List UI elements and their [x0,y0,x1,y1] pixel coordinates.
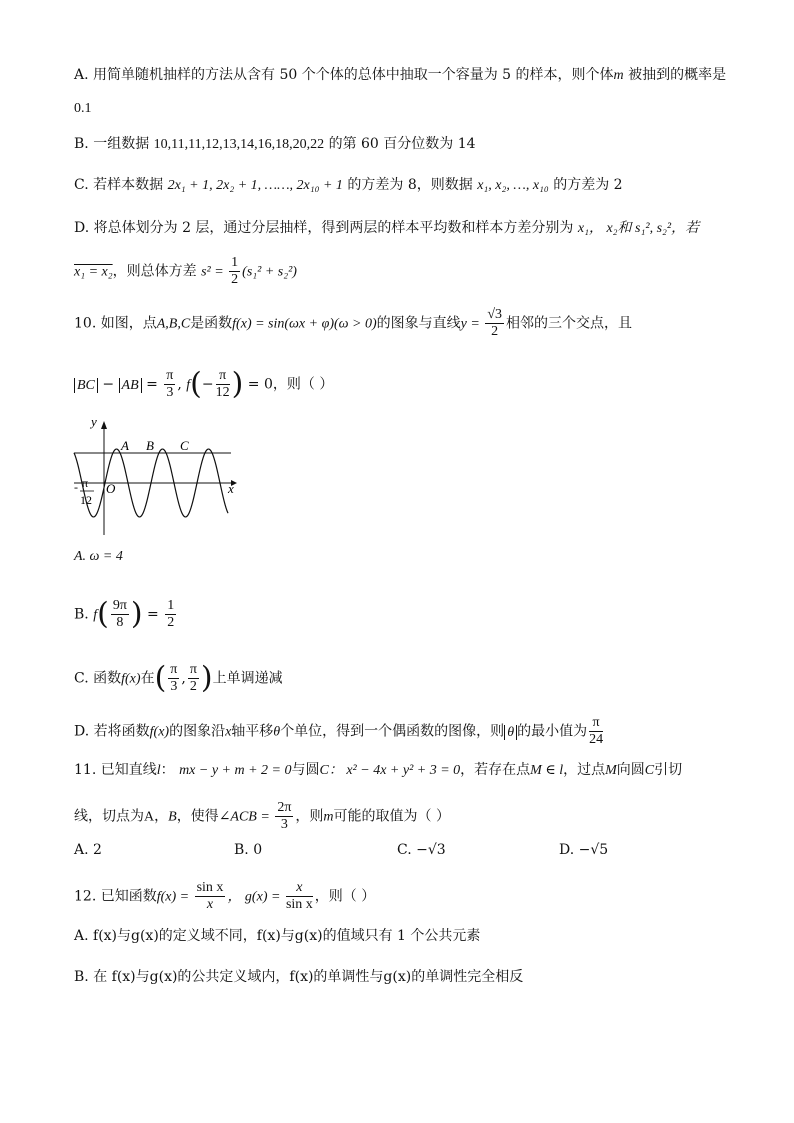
q9-option-b: B. 一组数据 10,11,11,12,13,14,16,18,20,22 的第 60 百分位数为 14 [74,136,476,152]
q11-option-b: B. 0 [234,842,263,858]
q11-option-a: A. 2 [74,842,102,858]
q10-stem: 10. 如图，点A,B,C是函数f(x) = sin(ωx + φ)(ω > 0)的图象与直线y = $\frac{√3}{2}$ 相邻的三个交点，且 [74,307,633,339]
x-axis-label: x [228,481,234,496]
q10-option-b: B. f( $\frac{9\pi}{8}$ ) = $\frac{1}{2}$ [74,596,175,632]
q9-option-d-cont: x₁ = x₂，则总体方差 s² = $\frac{1}{2}$ (s₁² + s₂²) [74,255,297,287]
tick-twelve: 12 [80,493,92,507]
q10-option-a: A. ω = 4 [74,549,123,564]
point-b-label: B [146,438,154,453]
q12-option-a: A. f(x)与g(x)的定义域不同，f(x)与g(x)的值域只有 1 个公共元素 [74,928,481,944]
y-axis-arrow [101,421,107,429]
q10-condition: BC − AB = $\frac{\pi}{3}$ , f(− $\frac{\pi}{12}$ ) = 0，则（ ） [74,368,333,401]
q9-option-a: A. 用简单随机抽样的方法从含有 50 个个体的总体中抽取一个容量为 5 的样本，则个体m 被抽到的概率是 [74,67,727,83]
q11-option-d: D. −√5 [559,842,609,858]
q9-option-d: D. 将总体划分为 2 层，通过分层抽样，得到两层的样本平均数和样本方差分别为 x₁， x₂和 s₁², s₂²，若 [74,220,700,236]
q9-option-c: C. 若样本数据 2x₁ + 1, 2x₂ + 1, ……, 2x₁₀ + 1 的方差为 8，则数据 x₁, x₂, …, x₁₀ 的方差为 2 [74,177,623,193]
point-c-label: C [180,438,189,453]
tick-pi: π [82,476,89,490]
q11-stem-line1: 11. 已知直线l： mx − y + m + 2 = 0与圆C： x² − 4x + y² + 3 = 0，若存在点M ∈ l，过点M向圆C引切 [74,762,683,778]
sine-graph-figure [66,415,246,540]
point-a-label: A [121,438,129,453]
q12-option-b: B. 在 f(x)与g(x)的公共定义域内，f(x)的单调性与g(x)的单调性完全相反 [74,969,524,985]
q9-option-a-cont: 0.1 [74,101,92,116]
tick-neg-sign: - [74,480,78,494]
q10-option-c: C. 函数f(x)在( $\frac{\pi}{3}$ , $\frac{\pi}{2}$ )上单调递减 [74,660,283,696]
q11-stem-line2: 线，切点为A，B，使得∠ACB = $\frac{2\pi}{3}$ ，则m可能的取值为（ ） [74,800,450,832]
q10-option-d: D. 若将函数f(x)的图象沿x轴平移θ个单位，得到一个偶函数的图像，则 θ 的最小值为 $\frac{\pi}{24}$ [74,715,604,747]
origin-label: O [106,481,116,496]
q11-option-c: C. −√3 [397,842,446,858]
y-axis-label: y [91,415,97,429]
q12-stem: 12. 已知函数f(x) = $\frac{\text{sin x}}{x}$ ， g(x) = $\frac{x}{\text{sin x}}$ ，则（ ） [74,880,376,912]
